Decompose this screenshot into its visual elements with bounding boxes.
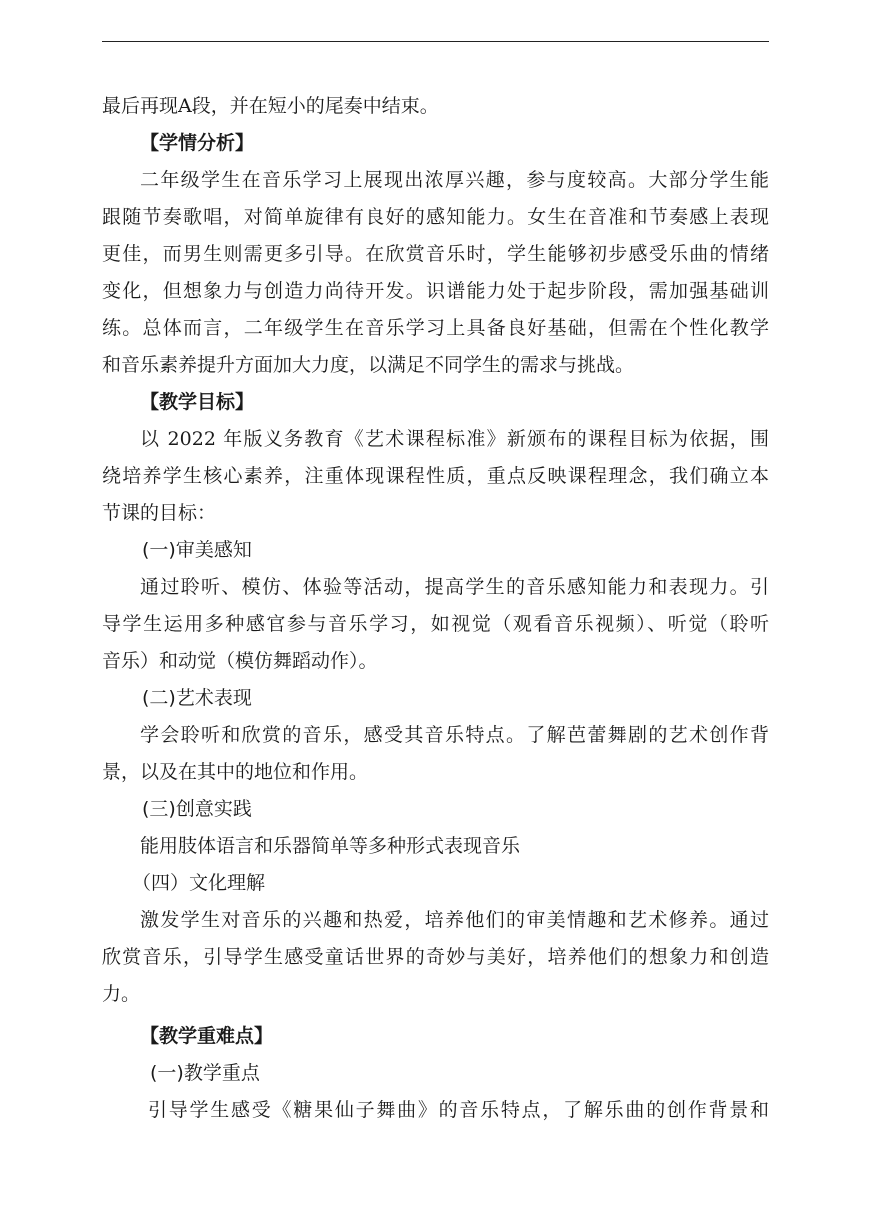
paragraph-line: 变化，但想象力与创造力尚待开发。识谱能力处于起步阶段，需加强基础训 bbox=[102, 280, 769, 302]
header-rule bbox=[102, 41, 769, 42]
paragraph-line: 学会聆听和欣赏的音乐，感受其音乐特点。了解芭蕾舞剧的艺术创作背 bbox=[140, 724, 769, 746]
paragraph-line: 欣赏音乐，引导学生感受童话世界的奇妙与美好，培养他们的想象力和创造 bbox=[102, 946, 769, 968]
section-title-goals: 【教学目标】 bbox=[140, 391, 255, 413]
paragraph-line: 激发学生对音乐的兴趣和热爱，培养他们的审美情趣和艺术修养。通过 bbox=[140, 909, 769, 931]
paragraph-line: 导学生运用多种感官参与音乐学习，如视觉（观看音乐视频）、听觉（聆听 bbox=[102, 613, 769, 635]
paragraph-line: 以 2022 年版义务教育《艺术课程标准》新颁布的课程目标为依据，围 bbox=[140, 428, 769, 450]
paragraph-line: 音乐）和动觉（模仿舞蹈动作）。 bbox=[102, 650, 378, 672]
section-title-keypoints: 【教学重难点】 bbox=[140, 1025, 274, 1047]
paragraph-line: 力。 bbox=[102, 983, 141, 1005]
paragraph-line: 节课的目标： bbox=[102, 502, 217, 524]
paragraph-line: 通过聆听、模仿、体验等活动，提高学生的音乐感知能力和表现力。引 bbox=[140, 576, 769, 598]
section-title-learning: 【学情分析】 bbox=[140, 132, 255, 154]
subsection-title-expression: (二)艺术表现 bbox=[142, 687, 252, 709]
continuation-line: 最后再现A段，并在短小的尾奏中结束。 bbox=[102, 95, 439, 117]
paragraph-line: 练。总体而言，二年级学生在音乐学习上具备良好基础，但需在个性化教学 bbox=[102, 317, 769, 339]
paragraph-line: 景，以及在其中的地位和作用。 bbox=[102, 761, 369, 783]
paragraph-line: 跟随节奏歌唱，对简单旋律有良好的感知能力。女生在音准和节奏感上表现 bbox=[102, 206, 769, 228]
paragraph-line: 绕培养学生核心素养，注重体现课程性质，重点反映课程理念，我们确立本 bbox=[102, 465, 769, 487]
subsection-title-aesthetic: (一)审美感知 bbox=[142, 539, 252, 561]
paragraph-line: 能用肢体语言和乐器简单等多种形式表现音乐 bbox=[140, 835, 521, 857]
paragraph-line: 和音乐素养提升方面加大力度，以满足不同学生的需求与挑战。 bbox=[102, 354, 635, 376]
paragraph-line: 引导学生感受《糖果仙子舞曲》的音乐特点，了解乐曲的创作背景和 bbox=[148, 1099, 769, 1121]
paragraph-line: 二年级学生在音乐学习上展现出浓厚兴趣，参与度较高。大部分学生能 bbox=[140, 169, 769, 191]
subsection-title-practice: (三)创意实践 bbox=[142, 798, 252, 820]
subsection-title-focus: (一)教学重点 bbox=[150, 1062, 260, 1084]
subsection-title-culture: （四）文化理解 bbox=[132, 872, 266, 894]
paragraph-line: 更佳，而男生则需更多引导。在欣赏音乐时，学生能够初步感受乐曲的情绪 bbox=[102, 243, 769, 265]
